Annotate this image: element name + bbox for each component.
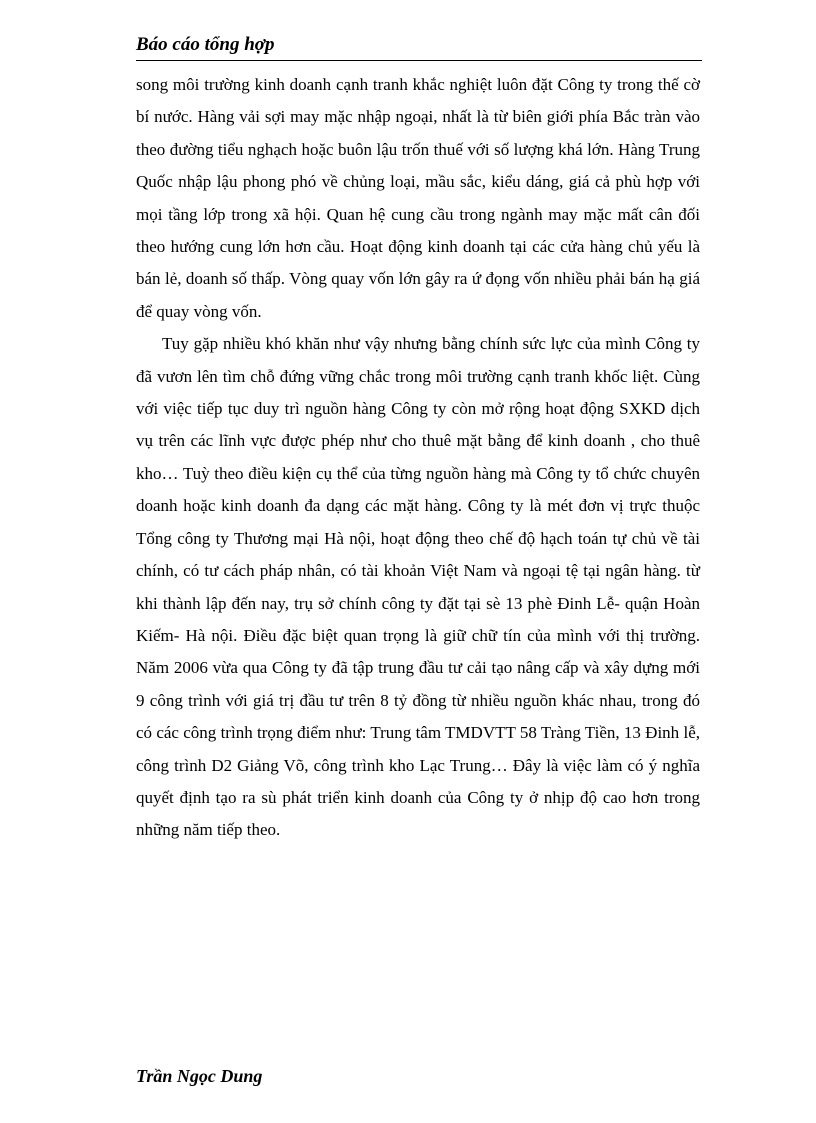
document-body [136,69,700,847]
paragraph-2: Tuy gặp nhiều khó khăn như vậy nhưng bằng chính sức lực của mình Công ty đã vươn lên tìm chỗ đứng vững chắc trong môi trường cạnh tranh khốc liệt. Cùng với việc tiếp tục duy trì nguồn hàng Công ty còn mở rộng hoạt động SXKD dịch vụ trên các lĩnh vực được phép như cho thuê mặt bằng để kinh doanh , cho thuê kho… Tuỳ theo điều kiện cụ thể của từng nguồn hàng mà Công ty tổ chức chuyên doanh hoặc kinh doanh đa dạng các mặt hàng. Công ty là mét đơn vị trực thuộc Tổng công ty Thương mại Hà nội, hoạt động theo chế độ hạch toán tự chủ về tài chính, có tư cách pháp nhân, có tài khoản Việt Nam và ngoại tệ tại ngân hàng. từ khi thành lập đến nay, trụ sở chính công ty đặt tại sè 13 phè Đinh Lễ- quận Hoàn Kiếm- Hà nội. Điều đặc biệt quan trọng là giữ chữ tín của mình với thị trường. Năm 2006 vừa qua Công ty đã tập trung đầu tư cải tạo nâng cấp và xây dựng mới 9 công trình với giá trị đầu tư trên 8 tỷ đồng từ nhiều nguồn khác nhau, trong đó có các công trình trọng điểm như: Trung tâm TMDVTT 58 Tràng Tiền, 13 Đinh lễ, công trình D2 Giảng Võ, công trình kho Lạc Trung… Đây là việc làm có ý nghĩa quyết định tạo ra sù phát triển kinh doanh của Công ty ở nhịp độ cao hơn trong những năm tiếp theo. [136,334,700,840]
page-header [136,32,702,61]
report-title: Báo cáo tổng hợp [136,34,275,55]
paragraph-1: song môi trường kinh doanh cạnh tranh khắc nghiệt luôn đặt Công ty trong thế cờ bí nước. Hàng vải sợi may mặc nhập ngoại, nhất là từ biên giới phía Bắc tràn vào theo đường tiểu nghạch hoặc buôn lậu trốn thuế với số lượng khá lớn. Hàng Trung Quốc nhập lậu phong phó về chủng loại, mầu sắc, kiểu dáng, giá cả phù hợp với mọi tầng lớp trong xã hội. Quan hệ cung cầu trong ngành may mặc mất cân đối theo hướng cung lớn hơn cầu. Hoạt động kinh doanh tại các cửa hàng chủ yếu là bán lẻ, doanh số thấp. Vòng quay vốn lớn gây ra ứ đọng vốn nhiều phải bán hạ giá để quay vòng vốn. [136,75,700,321]
author-name: Trần Ngọc Dung [136,1066,263,1086]
